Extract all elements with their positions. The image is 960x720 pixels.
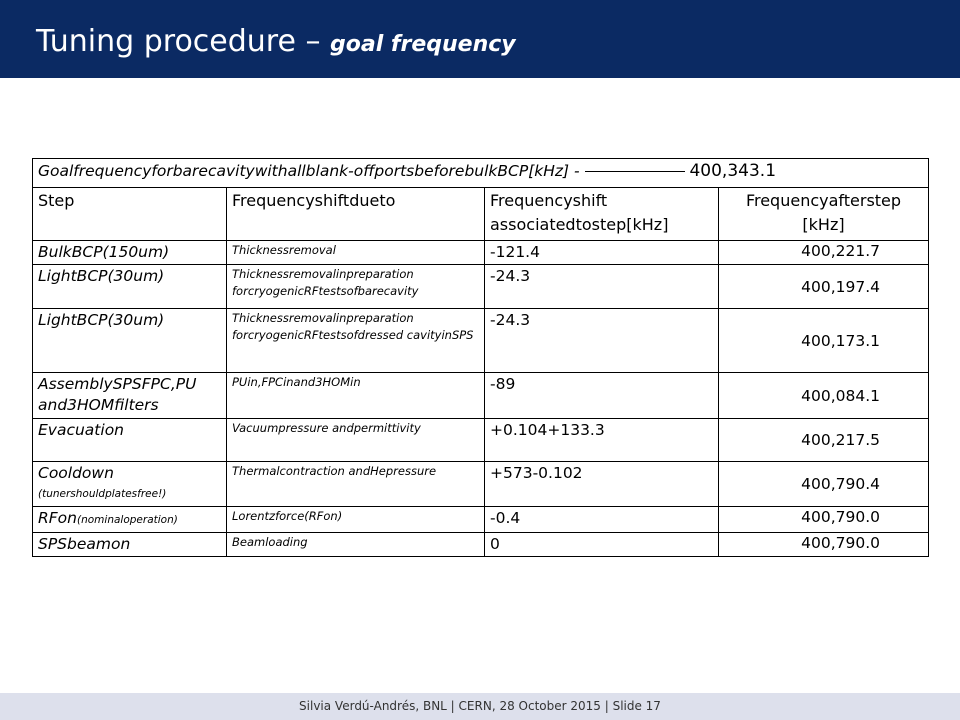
cause-cell: PUin,FPCinand3HOMin <box>227 373 485 419</box>
freq-cell: 400,221.7 <box>719 241 929 265</box>
freq-cell: 400,790.4 <box>719 462 929 507</box>
shift-cell: -24.3 <box>485 265 719 309</box>
step-cell <box>33 265 227 309</box>
freq-cell: 400,790.0 <box>719 507 929 533</box>
shift-cell: -0.4 <box>485 507 719 533</box>
goal-cell: Goalfrequencyforbarecavitywithallblank-offportsbeforebulkBCP[kHz] - 400,343.1 <box>33 159 929 188</box>
slide-title-main: Tuning procedure – <box>36 24 331 59</box>
header-freq-after <box>719 188 929 241</box>
freq-cell: 400,084.1 <box>719 373 929 419</box>
shift-cell: -89 <box>485 373 719 419</box>
step-note: (tunershouldplatesfree!) <box>38 488 167 500</box>
shift-cell: -121.4 <box>485 241 719 265</box>
goal-label: Goalfrequencyforbarecavitywithallblank-offportsbeforebulkBCP[kHz] <box>38 162 570 180</box>
step-label: LightBCP(30um) <box>38 311 165 329</box>
tuning-table <box>32 158 929 557</box>
slide-title <box>36 24 516 59</box>
goal-value: 400,343.1 <box>689 161 777 181</box>
freq-cell: 400,197.4 <box>719 265 929 309</box>
table-row <box>33 241 929 265</box>
step-label: RFon <box>38 509 77 527</box>
header-shift-assoc-line1: Frequencyshift <box>490 191 608 210</box>
cause-cell: Thicknessremoval <box>227 241 485 265</box>
step-cell <box>33 373 227 419</box>
step-cell <box>33 309 227 373</box>
table-row <box>33 419 929 462</box>
cause-cell: Vacuumpressure andpermittivity <box>227 419 485 462</box>
table-row <box>33 462 929 507</box>
freq-cell: 400,217.5 <box>719 419 929 462</box>
cause-cell: Thicknessremovalinpreparation forcryogenicRFtestsofbarecavity <box>227 265 485 309</box>
header-shift-due-to: Frequencyshiftdueto <box>227 188 485 241</box>
footer-bar <box>0 693 960 720</box>
cause-cell: Thicknessremovalinpreparation forcryogenicRFtestsofdressed cavityinSPS <box>227 309 485 373</box>
freq-cell: 400,173.1 <box>719 309 929 373</box>
cause-cell: Beamloading <box>227 533 485 557</box>
goal-row <box>33 159 929 188</box>
table-row <box>33 507 929 533</box>
cause-cell: Thermalcontraction andHepressure <box>227 462 485 507</box>
step-cell <box>33 462 227 507</box>
table-row <box>33 309 929 373</box>
step-label: Evacuation <box>38 421 124 439</box>
step-note: (nominaloperation) <box>77 514 178 526</box>
header-freq-after-line1: Frequencyafterstep <box>745 191 902 210</box>
table-row <box>33 265 929 309</box>
shift-cell: -24.3 <box>485 309 719 373</box>
step-label: LightBCP(30um) <box>38 267 165 285</box>
step-cell <box>33 533 227 557</box>
table-row <box>33 373 929 419</box>
step-label: BulkBCP(150um) <box>38 243 170 261</box>
header-shift-assoc <box>485 188 719 241</box>
step-label: AssemblySPSFPC,PU and3HOMfilters <box>38 375 197 414</box>
step-label: SPSbeamon <box>38 535 131 553</box>
shift-cell: +0.104+133.3 <box>485 419 719 462</box>
header-step: Step <box>33 188 227 241</box>
step-label: Cooldown <box>38 464 114 482</box>
freq-cell: 400,790.0 <box>719 533 929 557</box>
header-row <box>33 188 929 241</box>
shift-cell: 0 <box>485 533 719 557</box>
slide-title-sub: goal frequency <box>330 32 516 57</box>
table-row <box>33 533 929 557</box>
step-cell <box>33 507 227 533</box>
header-freq-after-line2: [kHz] <box>802 215 845 234</box>
title-bar <box>0 0 960 78</box>
cause-cell: Lorentzforce(RFon) <box>227 507 485 533</box>
step-cell <box>33 241 227 265</box>
shift-cell: +573-0.102 <box>485 462 719 507</box>
footer-text: Silvia Verdú-Andrés, BNL | CERN, 28 October 2015 | Slide 17 <box>299 699 661 713</box>
step-cell <box>33 419 227 462</box>
header-shift-assoc-line2: associatedtostep[kHz] <box>490 215 669 234</box>
